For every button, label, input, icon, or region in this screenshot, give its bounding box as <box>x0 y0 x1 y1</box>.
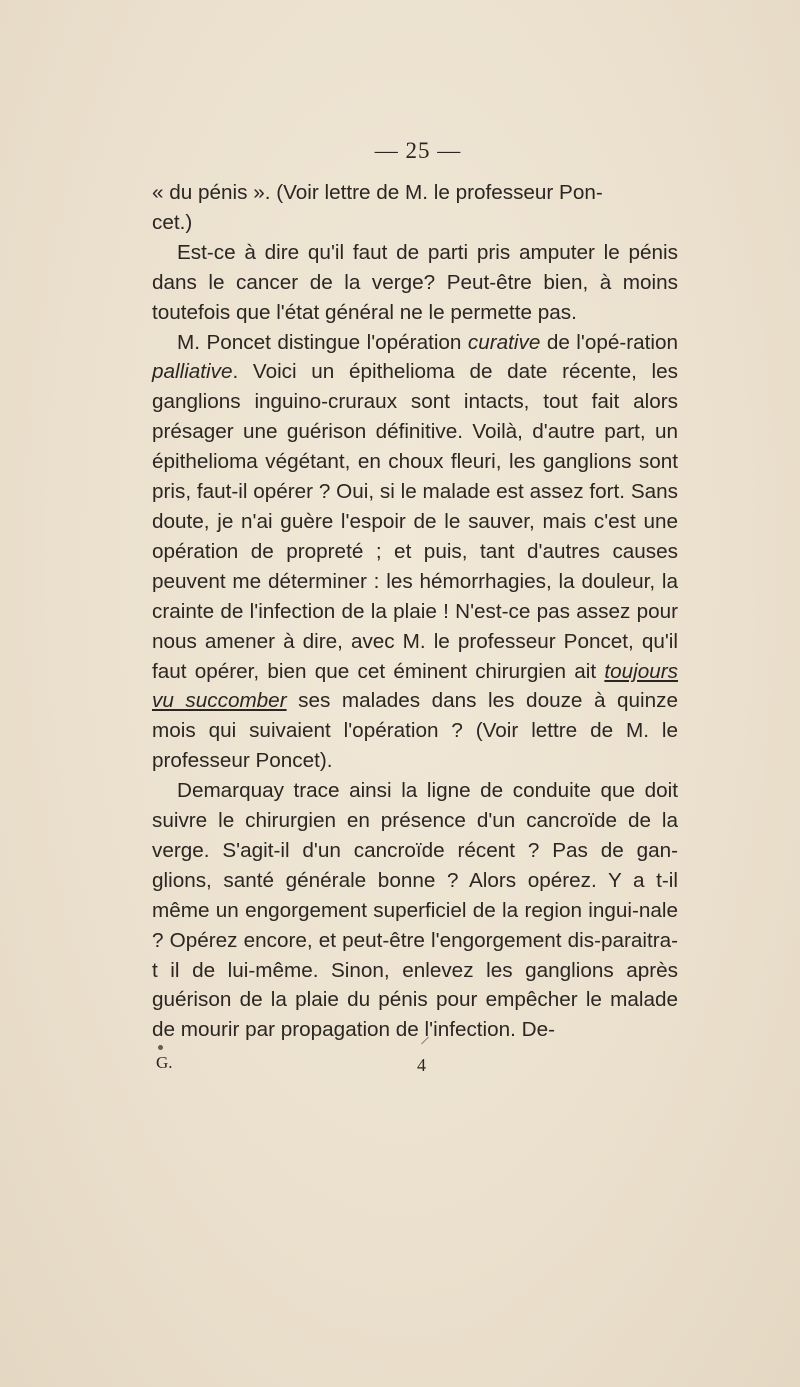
text-run: « du pénis ». (Voir lettre de M. le professeur Pon- <box>152 181 603 204</box>
italic-text-run: toujours vu succomber <box>152 659 678 713</box>
page-number: — 25 — <box>374 138 462 163</box>
text-run: . Voici un épithelioma de date récente, les ganglions inguino-cruraux sont intacts, tout fait alors présager une guérison définitive. Voilà, d'autre part, un épithelioma végétant, en choux fleuri, les ganglions sont pris, faut-il opérer ? Oui, si le malade est assez fort. Sans doute, je n'ai guère l'espoir de le sauver, mais c'est une opération de propreté ; et puis, tant d'autres causes peuvent me déterminer : les hémorrhagies, la douleur, la crainte de l'infection de la plaie ! N'est-ce pas assez pour nous amener à dire, avec M. le professeur Poncet, qu'il faut opérer, bien que cet éminent chirurgien ait <box>152 360 678 683</box>
text-run: de l'opé-ration <box>540 330 678 354</box>
paragraph <box>152 238 678 328</box>
text-run: cet.) <box>152 210 193 234</box>
body-text <box>152 178 678 1045</box>
paragraph <box>152 776 678 1045</box>
italic-text-run: curative <box>467 330 541 354</box>
signature-mark: G. <box>156 1053 173 1073</box>
page-footer <box>152 1051 678 1081</box>
paragraph <box>152 178 678 238</box>
sheet-number: 4 <box>417 1055 426 1076</box>
text-run: M. Poncet distingue l'opération <box>177 330 468 354</box>
ink-dot <box>158 1045 163 1050</box>
text-run: Demarquay trace ainsi la ligne de conduite que doit suivre le chirurgien en présence d'un cancroïde de la verge. S'agit-il d'un cancroïde récent ? Pas de gan-glions, santé générale bonne ? Alors opérez. Y a t-il même un engorgement superficiel de la region ingui-nale ? Opérez encore, et peut-être l'engorgement dis-paraitra-t il de lui-même. Sinon, enlevez les ganglions après guérison de la plaie du pénis pour empêcher le malade de mourir par propagation de l'infection. De- <box>152 779 678 1042</box>
paragraph <box>152 328 678 777</box>
document-page <box>152 138 678 1081</box>
text-run: Est-ce à dire qu'il faut de parti pris amputer le pénis dans le cancer de la verge? Peut-être bien, à moins toutefois que l'état général ne le permette pas. <box>152 240 678 324</box>
text-run: ses malades dans les douze à quinze mois qui suivaient l'opération ? (Voir lettre de M. le professeur Poncet). <box>152 689 678 773</box>
italic-text-run: palliative <box>152 360 233 384</box>
